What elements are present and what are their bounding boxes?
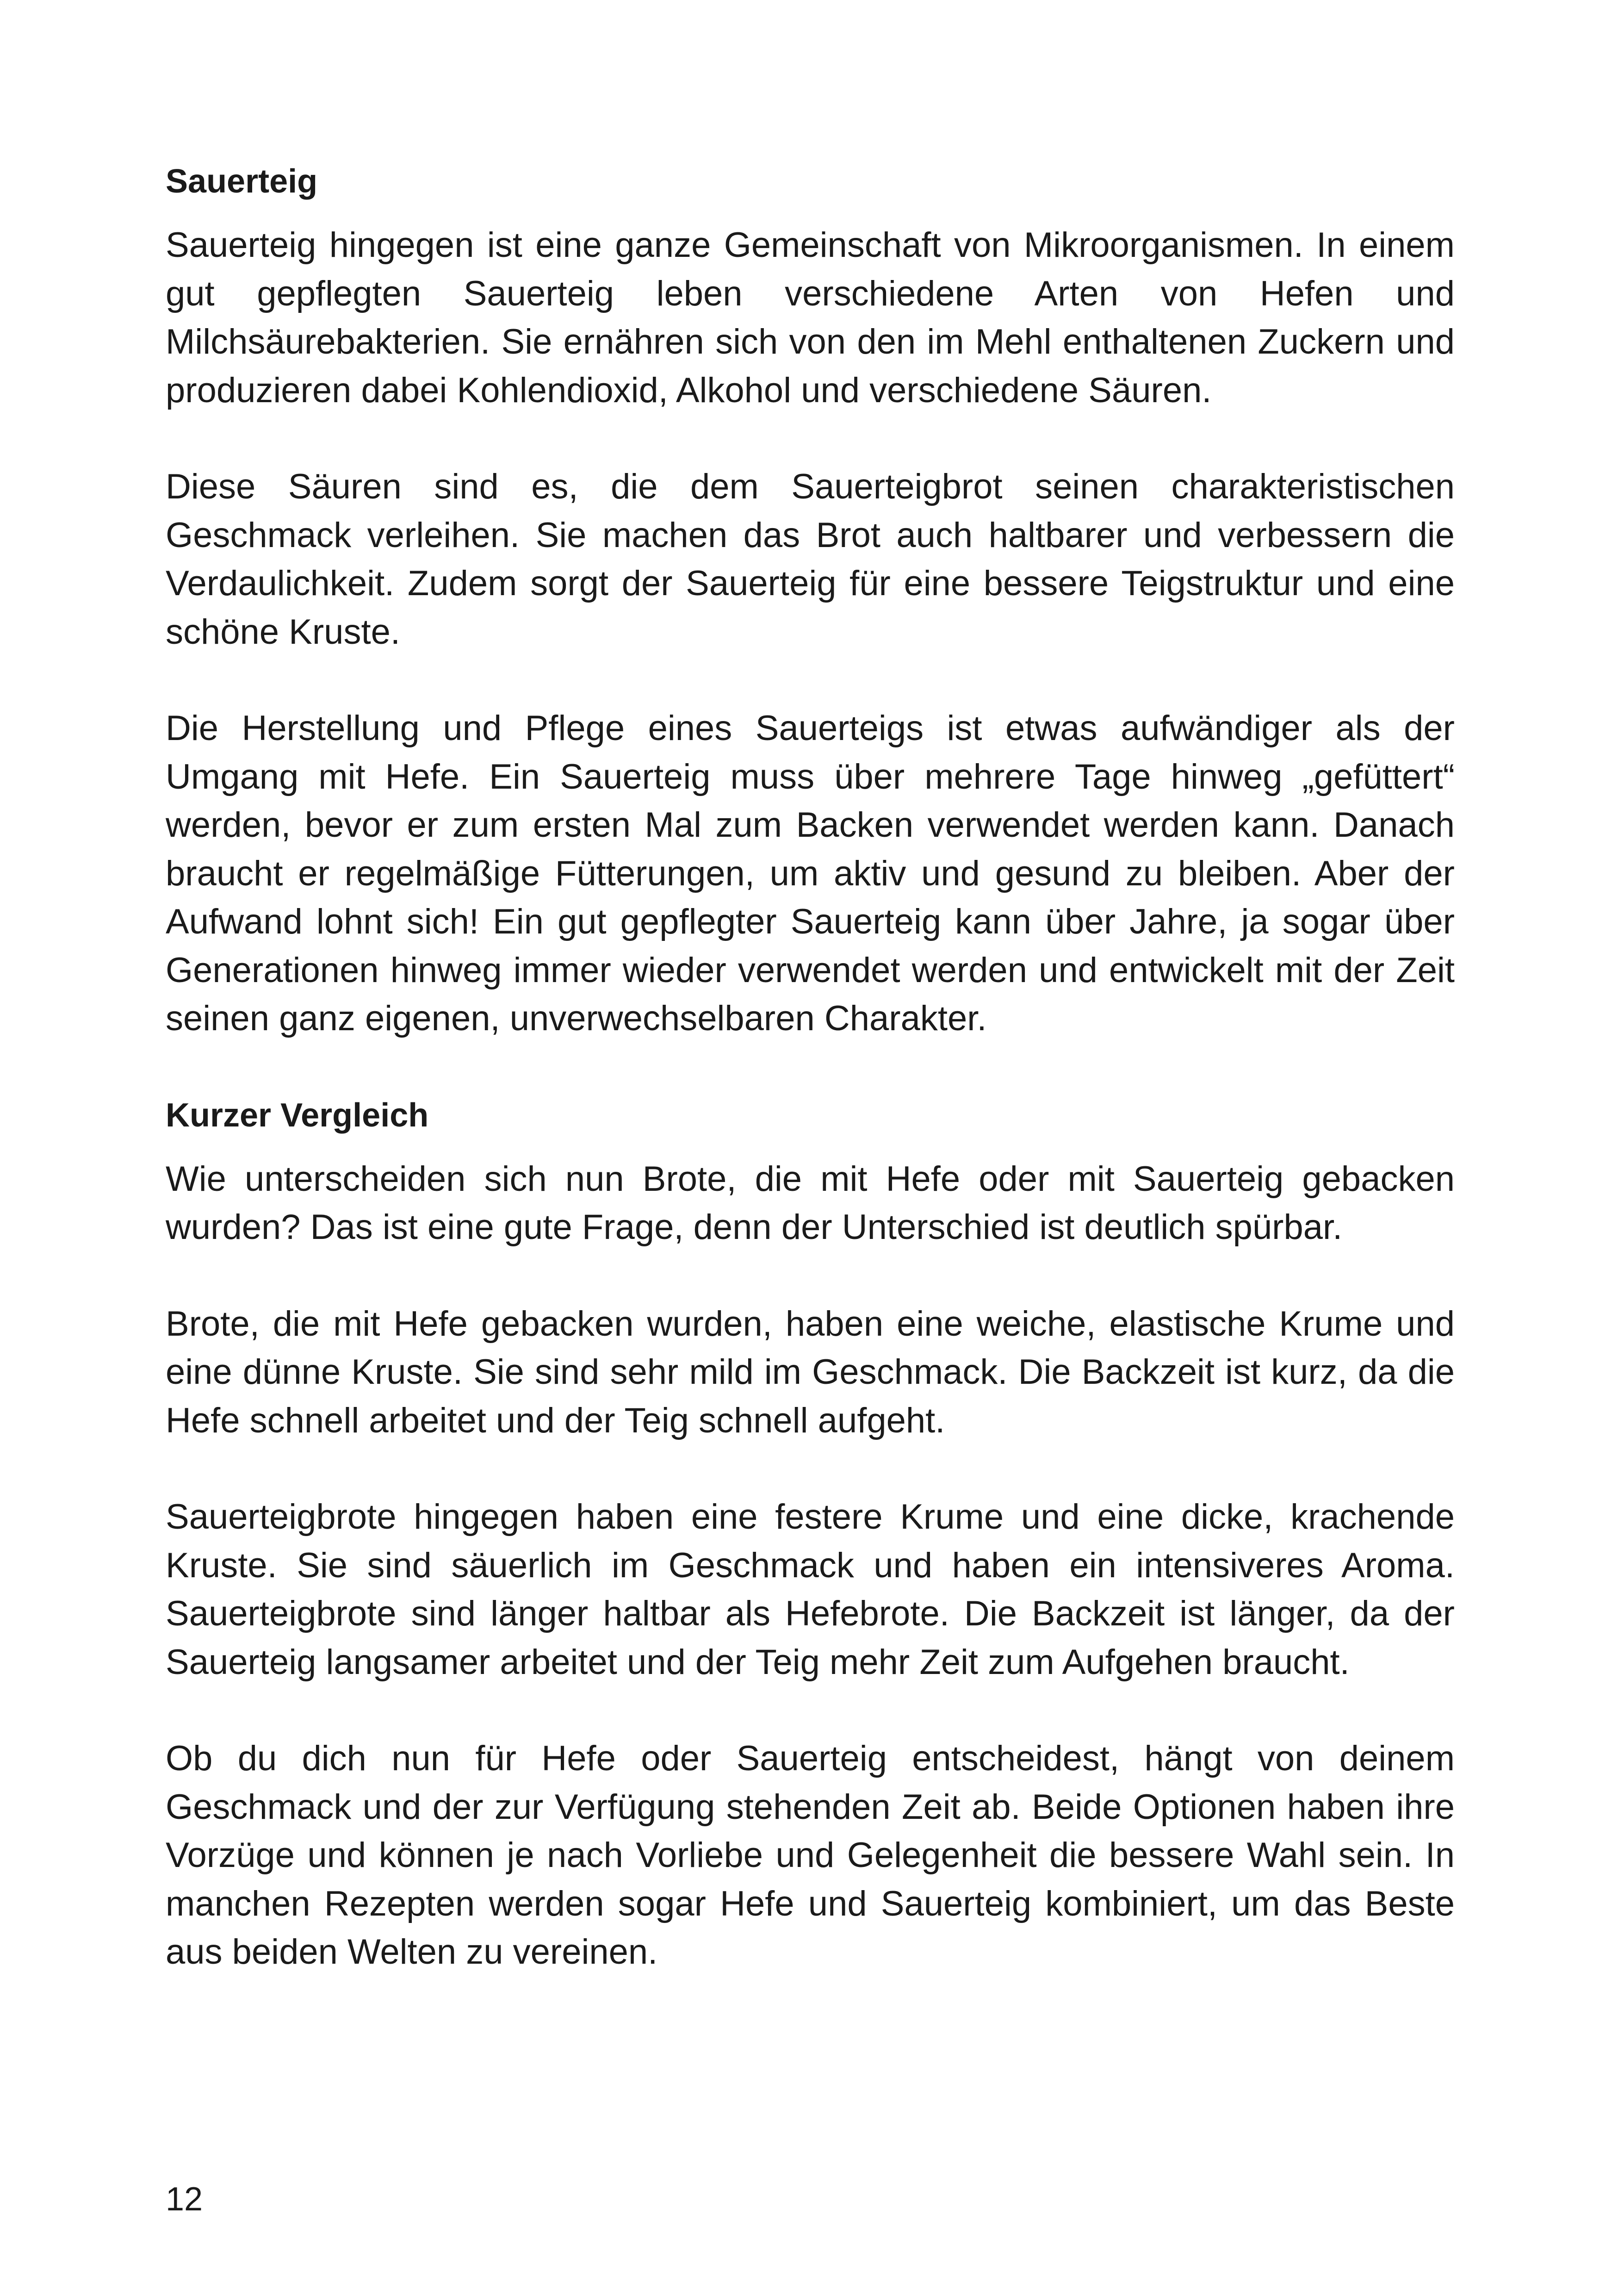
paragraph: Diese Säuren sind es, die dem Sauerteigbrot seinen charakteristischen Geschmack verleihen. Sie machen das Brot auch haltbarer und verbessern die Verdaulichkeit. Zudem sorgt der Sauerteig für eine bessere Teigstruktur und eine schöne Kruste. xyxy=(166,467,1455,652)
section-kurzer-vergleich xyxy=(166,1091,1455,1977)
section-sauerteig xyxy=(166,157,1455,1043)
paragraph: Die Herstellung und Pflege eines Sauerteigs ist etwas aufwändiger als der Umgang mit Hefe. Ein Sauerteig muss über mehrere Tage hinweg „gefüttert“ werden, bevor er zum ersten Mal zum Backen verwendet werden kann. Danach braucht er regelmäßige Fütterungen, um aktiv und gesund zu bleiben. Aber der Aufwand lohnt sich! Ein gut gepflegter Sauerteig kann über Jahre, ja sogar über Generationen hinweg immer wieder verwendet werden und entwickelt mit der Zeit seinen ganz eigenen, unverwechselbaren Charakter. xyxy=(166,709,1455,1038)
section-heading: Sauerteig xyxy=(166,163,318,200)
paragraph: Brote, die mit Hefe gebacken wurden, haben eine weiche, elastische Krume und eine dünne Kruste. Sie sind sehr mild im Geschmack. Die Backzeit ist kurz, da die Hefe schnell arbeitet und der Teig schnell aufgeht. xyxy=(166,1304,1455,1440)
section-heading: Kurzer Vergleich xyxy=(166,1096,429,1134)
paragraph: Ob du dich nun für Hefe oder Sauerteig entscheidest, hängt von deinem Geschmack und der zur Verfügung stehenden Zeit ab. Beide Optionen haben ihre Vorzüge und können je nach Vorliebe und Gelegenheit die bessere Wahl sein. In manchen Rezepten werden sogar Hefe und Sauerteig kombiniert, um das Beste aus beiden Welten zu vereinen. xyxy=(166,1739,1455,1972)
page-number: 12 xyxy=(166,2181,203,2218)
paragraph: Sauerteigbrote hingegen haben eine festere Krume und eine dicke, krachende Kruste. Sie sind säuerlich im Geschmack und haben ein intensiveres Aroma. Sauerteigbrote sind länger haltbar als Hefebrote. Die Backzeit ist länger, da der Sauerteig langsamer arbeitet und der Teig mehr Zeit zum Aufgehen braucht. xyxy=(166,1497,1455,1682)
page-content xyxy=(166,157,1455,2025)
paragraph: Sauerteig hingegen ist eine ganze Gemeinschaft von Mikroorganismen. In einem gut gepflegten Sauerteig leben verschiedene Arten von Hefen und Milchsäurebakterien. Sie ernähren sich von den im Mehl enthaltenen Zuckern und produzieren dabei Kohlendioxid, Alkohol und verschiedene Säuren. xyxy=(166,225,1455,410)
paragraph: Wie unterscheiden sich nun Brote, die mit Hefe oder mit Sauerteig gebacken wurden? Das ist eine gute Frage, denn der Unterschied ist deutlich spürbar. xyxy=(166,1159,1455,1247)
